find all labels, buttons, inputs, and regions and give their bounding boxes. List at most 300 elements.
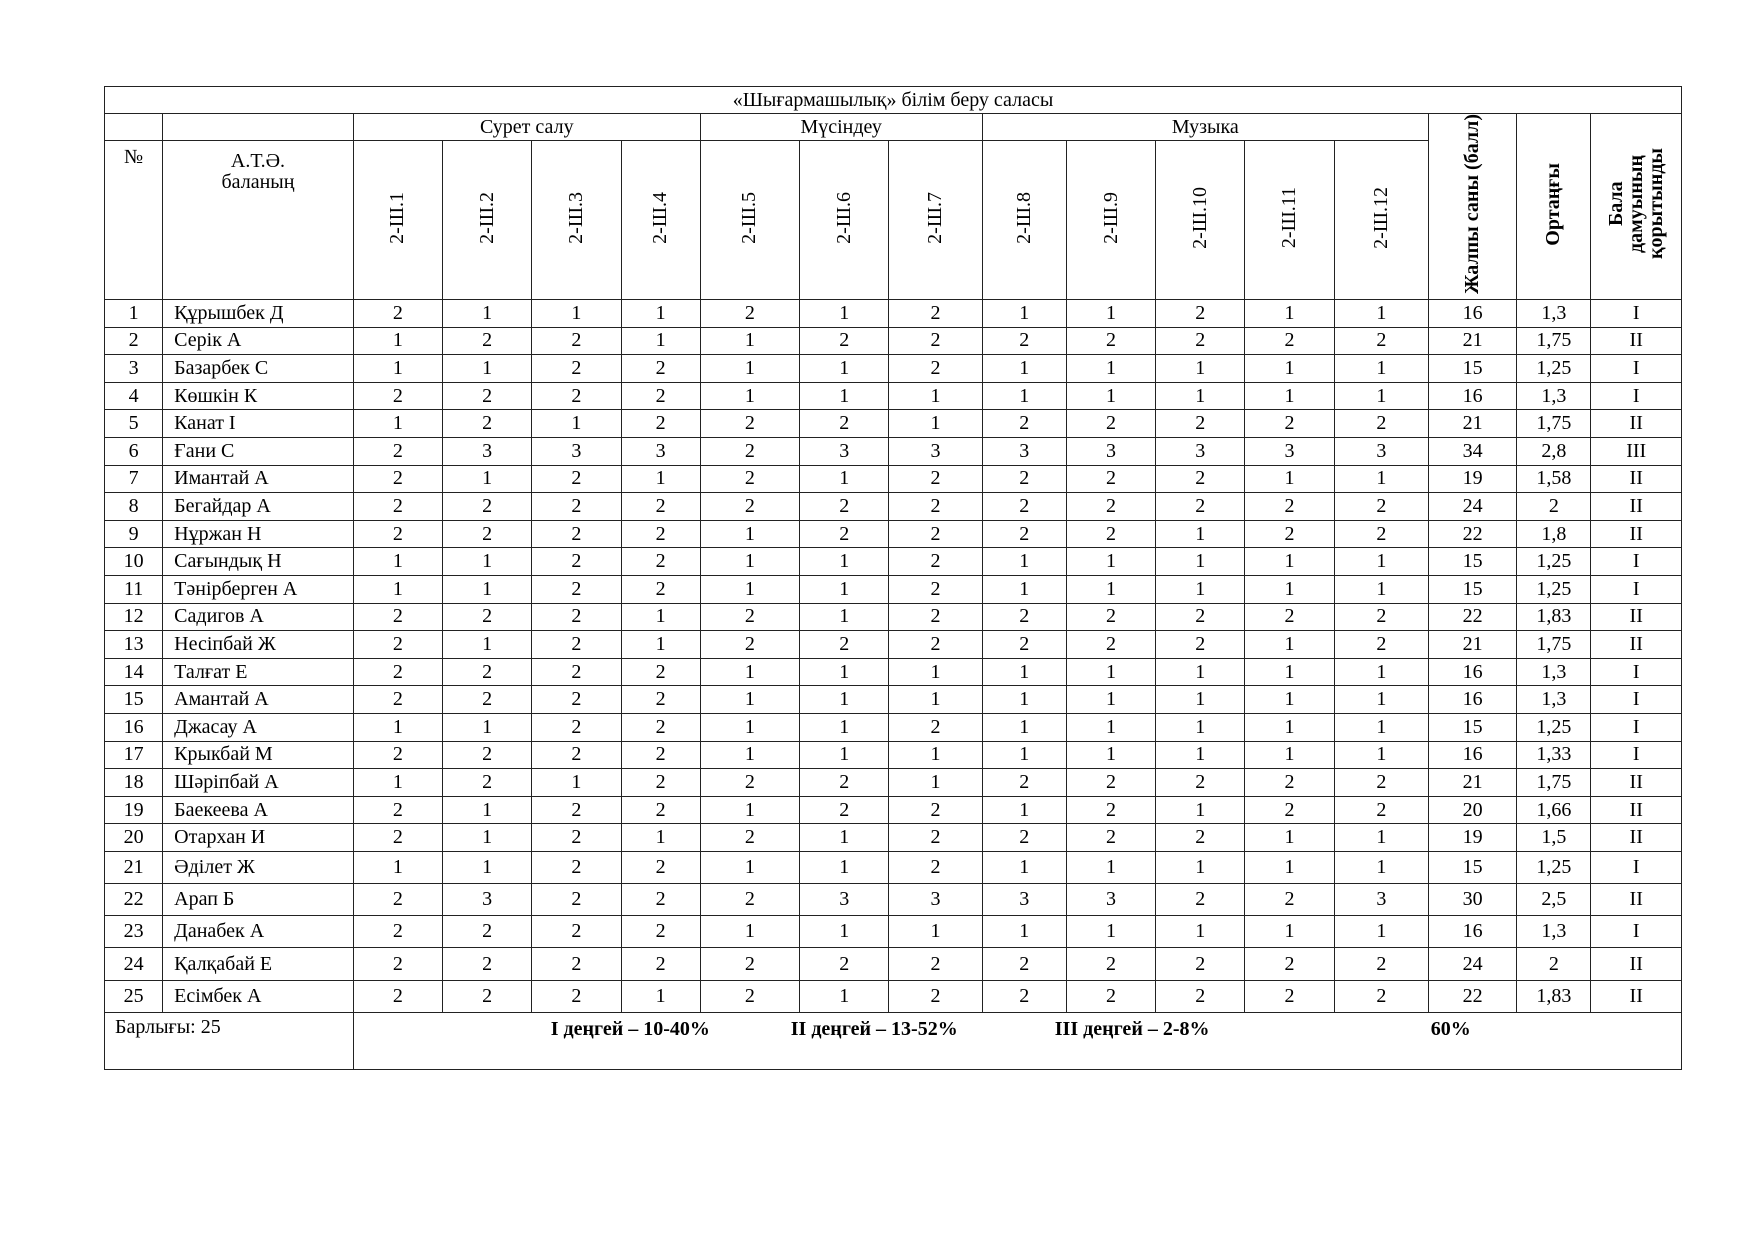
score-cell: 1 (443, 824, 532, 852)
total-score-cell: 19 (1428, 824, 1516, 852)
score-cell: 1 (982, 796, 1066, 824)
row-number-cell: 11 (105, 575, 163, 603)
score-cell: 1 (1245, 658, 1334, 686)
score-cell: 2 (982, 410, 1066, 438)
child-name-cell: Шәріпбай А (163, 769, 354, 797)
score-cell: 2 (1156, 327, 1245, 355)
score-cell: 2 (1066, 631, 1155, 659)
row-number-cell: 9 (105, 520, 163, 548)
child-name-cell: Отархан И (163, 824, 354, 852)
score-cell: 1 (1245, 300, 1334, 328)
table-row (105, 327, 1682, 355)
score-cell: 2 (353, 980, 442, 1012)
score-cell: 1 (982, 916, 1066, 948)
score-cell: 1 (700, 796, 799, 824)
score-cell: 1 (621, 824, 700, 852)
average-cell: 1,3 (1517, 916, 1591, 948)
score-cell: 1 (443, 300, 532, 328)
level-cell: I (1591, 382, 1682, 410)
score-cell: 2 (443, 603, 532, 631)
score-cell: 1 (1245, 631, 1334, 659)
level-cell: II (1591, 769, 1682, 797)
indicator-header-text: 2-Ш.3 (564, 191, 587, 244)
summary-label: Барлығы: 25 (105, 1012, 354, 1069)
score-cell: 2 (889, 575, 982, 603)
summary-levels (353, 1012, 1681, 1069)
score-cell: 2 (1334, 603, 1428, 631)
score-cell: 2 (889, 980, 982, 1012)
score-cell: 2 (700, 603, 799, 631)
score-cell: 2 (800, 410, 889, 438)
score-cell: 2 (700, 980, 799, 1012)
score-cell: 2 (1156, 465, 1245, 493)
average-cell: 1,8 (1517, 520, 1591, 548)
score-cell: 2 (532, 658, 621, 686)
empty-cell (105, 114, 163, 141)
total-score-cell: 21 (1428, 631, 1516, 659)
score-cell: 1 (1245, 916, 1334, 948)
score-cell: 1 (982, 575, 1066, 603)
summary-level2: II деңгей – 13-52% (790, 1017, 958, 1040)
indicator-header-text: 2-Ш.7 (923, 191, 946, 244)
score-cell: 2 (1245, 520, 1334, 548)
group-header-music: Музыка (982, 114, 1428, 141)
row-number-cell: 22 (105, 884, 163, 916)
score-cell: 2 (443, 493, 532, 521)
row-number-cell: 2 (105, 327, 163, 355)
score-cell: 2 (700, 300, 799, 328)
child-name-header-line1: А.Т.Ә. (230, 150, 286, 172)
score-cell: 2 (700, 824, 799, 852)
average-cell: 1,3 (1517, 686, 1591, 714)
score-cell: 1 (982, 300, 1066, 328)
score-cell: 2 (532, 741, 621, 769)
score-cell: 2 (1156, 980, 1245, 1012)
score-cell: 2 (1066, 410, 1155, 438)
level-cell: III (1591, 437, 1682, 465)
row-number-cell: 24 (105, 948, 163, 980)
table-row (105, 493, 1682, 521)
table-row (105, 824, 1682, 852)
score-cell: 1 (1156, 355, 1245, 383)
score-cell: 2 (982, 948, 1066, 980)
score-cell: 3 (621, 437, 700, 465)
score-cell: 2 (621, 851, 700, 883)
indicator-header-text: 2-Ш.1 (386, 191, 409, 244)
average-header-text: Ортаңғы (1542, 162, 1565, 246)
score-cell: 1 (443, 465, 532, 493)
indicator-header-text: 2-Ш.2 (475, 191, 498, 244)
child-name-cell: Канат І (163, 410, 354, 438)
level-cell: II (1591, 410, 1682, 438)
total-score-cell: 16 (1428, 741, 1516, 769)
score-cell: 1 (443, 713, 532, 741)
score-cell: 3 (1245, 437, 1334, 465)
score-cell: 1 (1334, 465, 1428, 493)
score-cell: 1 (1334, 575, 1428, 603)
score-cell: 2 (700, 437, 799, 465)
score-cell: 2 (353, 824, 442, 852)
score-cell: 2 (532, 980, 621, 1012)
score-cell: 1 (1066, 713, 1155, 741)
level-cell: II (1591, 327, 1682, 355)
level-cell: II (1591, 948, 1682, 980)
indicator-header (1156, 141, 1245, 300)
score-cell: 1 (889, 658, 982, 686)
score-cell: 1 (800, 603, 889, 631)
score-cell: 2 (1156, 300, 1245, 328)
average-cell: 1,33 (1517, 741, 1591, 769)
table-row (105, 851, 1682, 883)
total-score-cell: 15 (1428, 355, 1516, 383)
indicator-header (532, 141, 621, 300)
child-name-cell: Базарбек С (163, 355, 354, 383)
group-header-drawing: Сурет салу (353, 114, 700, 141)
score-cell: 1 (1066, 575, 1155, 603)
score-cell: 2 (1334, 948, 1428, 980)
score-cell: 1 (700, 575, 799, 603)
indicator-header (800, 141, 889, 300)
score-cell: 3 (1156, 437, 1245, 465)
score-cell: 2 (982, 631, 1066, 659)
development-level-header-text: Бала дамуының қорытынды (1605, 148, 1668, 260)
score-cell: 2 (532, 355, 621, 383)
score-cell: 1 (1066, 300, 1155, 328)
table-row (105, 884, 1682, 916)
table-title: «Шығармашылық» білім беру саласы (105, 87, 1682, 114)
summary-row (105, 1012, 1682, 1069)
level-cell: I (1591, 686, 1682, 714)
score-cell: 1 (1066, 548, 1155, 576)
total-score-cell: 24 (1428, 493, 1516, 521)
table-row (105, 437, 1682, 465)
indicator-header-text: 2-Ш.11 (1278, 186, 1301, 249)
table-row (105, 548, 1682, 576)
score-cell: 1 (1066, 355, 1155, 383)
score-cell: 1 (1334, 851, 1428, 883)
child-name-header (163, 141, 354, 300)
score-cell: 2 (532, 631, 621, 659)
child-name-header-line2: баланың (221, 171, 295, 193)
score-cell: 2 (700, 884, 799, 916)
total-score-cell: 22 (1428, 603, 1516, 631)
total-score-cell: 15 (1428, 851, 1516, 883)
level-cell: I (1591, 300, 1682, 328)
score-cell: 1 (800, 465, 889, 493)
score-cell: 2 (889, 713, 982, 741)
score-cell: 2 (889, 824, 982, 852)
score-cell: 2 (1334, 410, 1428, 438)
score-cell: 3 (1334, 437, 1428, 465)
score-cell: 2 (353, 948, 442, 980)
average-cell: 2,8 (1517, 437, 1591, 465)
level-cell: II (1591, 520, 1682, 548)
child-name-cell: Нұржан Н (163, 520, 354, 548)
score-cell: 2 (1156, 884, 1245, 916)
score-cell: 1 (700, 520, 799, 548)
total-score-cell: 16 (1428, 916, 1516, 948)
score-cell: 2 (532, 884, 621, 916)
level-cell: I (1591, 741, 1682, 769)
score-cell: 2 (353, 520, 442, 548)
score-cell: 2 (621, 382, 700, 410)
total-score-header (1428, 114, 1516, 300)
score-cell: 1 (1245, 824, 1334, 852)
total-score-cell: 22 (1428, 980, 1516, 1012)
score-cell: 3 (1066, 884, 1155, 916)
score-cell: 1 (889, 382, 982, 410)
score-cell: 2 (1156, 769, 1245, 797)
row-number-cell: 4 (105, 382, 163, 410)
score-cell: 2 (889, 548, 982, 576)
score-cell: 2 (889, 948, 982, 980)
indicator-header-text: 2-Ш.12 (1369, 186, 1392, 249)
score-cell: 2 (532, 851, 621, 883)
row-number-cell: 21 (105, 851, 163, 883)
score-cell: 3 (800, 884, 889, 916)
score-cell: 1 (532, 769, 621, 797)
score-cell: 1 (443, 548, 532, 576)
score-cell: 3 (1066, 437, 1155, 465)
score-cell: 2 (982, 603, 1066, 631)
score-cell: 1 (889, 410, 982, 438)
score-cell: 2 (1156, 948, 1245, 980)
score-cell: 1 (1156, 520, 1245, 548)
table-row (105, 410, 1682, 438)
score-cell: 2 (353, 493, 442, 521)
average-cell: 1,25 (1517, 851, 1591, 883)
row-number-cell: 17 (105, 741, 163, 769)
score-cell: 2 (621, 548, 700, 576)
score-cell: 1 (700, 741, 799, 769)
level-cell: II (1591, 493, 1682, 521)
score-cell: 2 (532, 916, 621, 948)
score-cell: 2 (889, 493, 982, 521)
score-cell: 2 (1245, 884, 1334, 916)
score-cell: 1 (443, 631, 532, 659)
score-cell: 1 (700, 916, 799, 948)
score-cell: 1 (800, 575, 889, 603)
level-cell: I (1591, 851, 1682, 883)
indicator-header (1066, 141, 1155, 300)
total-score-cell: 22 (1428, 520, 1516, 548)
score-cell: 2 (353, 382, 442, 410)
score-cell: 2 (1334, 520, 1428, 548)
score-cell: 2 (443, 948, 532, 980)
score-cell: 1 (532, 410, 621, 438)
child-name-cell: Данабек А (163, 916, 354, 948)
average-cell: 1,25 (1517, 575, 1591, 603)
score-cell: 2 (982, 465, 1066, 493)
average-cell: 1,3 (1517, 300, 1591, 328)
score-cell: 2 (1066, 493, 1155, 521)
score-cell: 2 (621, 948, 700, 980)
score-cell: 1 (982, 741, 1066, 769)
total-score-header-text: Жалпы саны (балл) (1461, 114, 1484, 295)
score-cell: 1 (982, 713, 1066, 741)
score-cell: 1 (443, 355, 532, 383)
score-cell: 1 (1245, 851, 1334, 883)
score-cell: 1 (700, 686, 799, 714)
score-cell: 2 (621, 658, 700, 686)
score-cell: 2 (1245, 769, 1334, 797)
child-name-cell: Бегайдар А (163, 493, 354, 521)
table-row (105, 520, 1682, 548)
score-cell: 1 (621, 980, 700, 1012)
level-cell: II (1591, 884, 1682, 916)
row-number-cell: 15 (105, 686, 163, 714)
score-cell: 1 (982, 658, 1066, 686)
score-cell: 2 (1066, 520, 1155, 548)
score-cell: 3 (982, 437, 1066, 465)
score-cell: 1 (800, 713, 889, 741)
score-cell: 2 (353, 437, 442, 465)
score-cell: 2 (800, 327, 889, 355)
score-cell: 1 (1245, 382, 1334, 410)
score-cell: 1 (353, 410, 442, 438)
score-cell: 1 (889, 741, 982, 769)
score-cell: 1 (353, 851, 442, 883)
level-cell: I (1591, 548, 1682, 576)
score-cell: 1 (700, 382, 799, 410)
score-cell: 2 (889, 631, 982, 659)
score-cell: 1 (621, 327, 700, 355)
score-cell: 1 (1334, 916, 1428, 948)
level-cell: I (1591, 355, 1682, 383)
score-cell: 2 (1334, 980, 1428, 1012)
row-number-cell: 14 (105, 658, 163, 686)
total-score-cell: 34 (1428, 437, 1516, 465)
score-cell: 1 (1334, 741, 1428, 769)
score-cell: 1 (532, 300, 621, 328)
score-cell: 1 (621, 631, 700, 659)
total-score-cell: 16 (1428, 300, 1516, 328)
total-score-cell: 16 (1428, 658, 1516, 686)
child-name-cell: Талғат Е (163, 658, 354, 686)
score-cell: 1 (1334, 355, 1428, 383)
score-cell: 1 (700, 355, 799, 383)
level-cell: II (1591, 824, 1682, 852)
score-cell: 2 (889, 465, 982, 493)
score-cell: 2 (1334, 327, 1428, 355)
average-cell: 1,75 (1517, 327, 1591, 355)
table-row (105, 465, 1682, 493)
score-cell: 1 (353, 713, 442, 741)
row-number-cell: 18 (105, 769, 163, 797)
level-cell: II (1591, 980, 1682, 1012)
score-cell: 1 (1156, 741, 1245, 769)
row-number-cell: 1 (105, 300, 163, 328)
average-cell: 1,83 (1517, 603, 1591, 631)
level-cell: II (1591, 796, 1682, 824)
score-cell: 1 (353, 548, 442, 576)
development-level-header (1591, 114, 1682, 300)
score-cell: 1 (1156, 713, 1245, 741)
total-score-cell: 24 (1428, 948, 1516, 980)
score-cell: 1 (1066, 916, 1155, 948)
score-cell: 1 (1156, 548, 1245, 576)
child-name-cell: Серік А (163, 327, 354, 355)
score-cell: 2 (1334, 769, 1428, 797)
average-cell: 1,25 (1517, 548, 1591, 576)
score-cell: 2 (443, 916, 532, 948)
score-cell: 2 (889, 355, 982, 383)
score-cell: 2 (532, 520, 621, 548)
score-cell: 1 (1334, 658, 1428, 686)
score-cell: 1 (982, 382, 1066, 410)
table-row (105, 948, 1682, 980)
score-cell: 2 (532, 603, 621, 631)
score-cell: 2 (700, 948, 799, 980)
score-cell: 1 (700, 548, 799, 576)
score-cell: 3 (1334, 884, 1428, 916)
score-cell: 1 (800, 980, 889, 1012)
indicator-header (982, 141, 1066, 300)
level-cell: I (1591, 713, 1682, 741)
score-cell: 2 (800, 796, 889, 824)
score-cell: 2 (532, 382, 621, 410)
score-cell: 1 (1245, 575, 1334, 603)
score-cell: 2 (532, 493, 621, 521)
score-cell: 1 (443, 575, 532, 603)
score-cell: 1 (1245, 686, 1334, 714)
level-cell: I (1591, 575, 1682, 603)
total-score-cell: 16 (1428, 686, 1516, 714)
row-number-cell: 23 (105, 916, 163, 948)
score-cell: 2 (800, 769, 889, 797)
score-cell: 2 (353, 465, 442, 493)
total-score-cell: 15 (1428, 575, 1516, 603)
indicator-header (889, 141, 982, 300)
score-cell: 1 (700, 658, 799, 686)
summary-level1: I деңгей – 10-40% (550, 1017, 710, 1040)
score-cell: 2 (443, 520, 532, 548)
score-cell: 3 (889, 437, 982, 465)
score-cell: 2 (443, 658, 532, 686)
score-cell: 2 (800, 631, 889, 659)
score-cell: 2 (1334, 493, 1428, 521)
total-score-cell: 21 (1428, 327, 1516, 355)
score-cell: 1 (1245, 741, 1334, 769)
score-cell: 2 (1156, 603, 1245, 631)
level-cell: II (1591, 631, 1682, 659)
assessment-table (104, 86, 1682, 1070)
score-cell: 2 (700, 493, 799, 521)
score-cell: 1 (1245, 465, 1334, 493)
score-cell: 2 (353, 686, 442, 714)
score-cell: 2 (889, 300, 982, 328)
summary-percent: 60% (1430, 1017, 1471, 1040)
row-number-cell: 7 (105, 465, 163, 493)
score-cell: 1 (1156, 796, 1245, 824)
indicator-header-text: 2-Ш.6 (832, 191, 855, 244)
indicator-header (353, 141, 442, 300)
child-name-cell: Несіпбай Ж (163, 631, 354, 659)
indicator-header-text: 2-Ш.5 (738, 191, 761, 244)
child-name-cell: Ғани С (163, 437, 354, 465)
score-cell: 1 (1156, 686, 1245, 714)
child-name-cell: Қалқабай Е (163, 948, 354, 980)
table-row (105, 713, 1682, 741)
table-row (105, 658, 1682, 686)
score-cell: 1 (1334, 686, 1428, 714)
row-number-cell: 16 (105, 713, 163, 741)
level-cell: I (1591, 916, 1682, 948)
row-number-cell: 8 (105, 493, 163, 521)
total-score-cell: 21 (1428, 769, 1516, 797)
score-cell: 2 (621, 741, 700, 769)
score-cell: 2 (889, 851, 982, 883)
